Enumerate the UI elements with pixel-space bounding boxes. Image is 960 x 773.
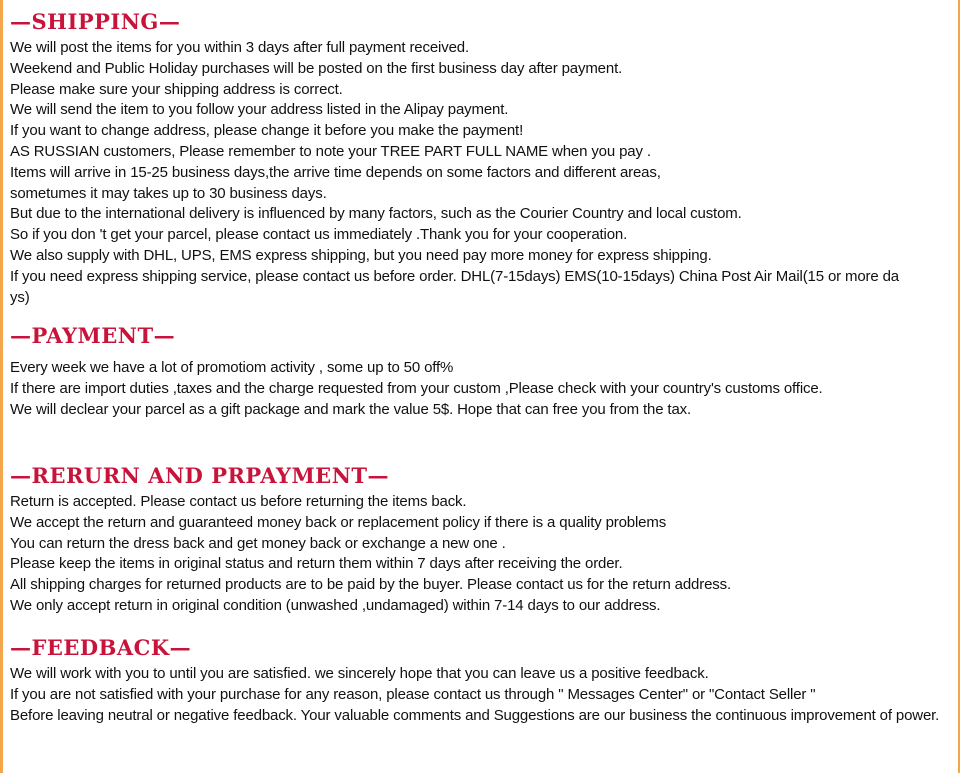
- shipping-line: If you need express shipping service, please contact us before order. DHL(7-15days) EMS(10-15days) China Post Air Mail(15 or more da: [10, 267, 899, 285]
- feedback-line: We will work with you to until you are satisfied. we sincerely hope that you can leave us a positive feedback.: [10, 665, 709, 682]
- shipping-line: ys): [10, 288, 30, 306]
- shipping-line: We will post the items for you within 3 days after full payment received.: [10, 39, 469, 56]
- shipping-line: Items will arrive in 15-25 business days,the arrive time depends on some factors and different areas,: [10, 163, 661, 181]
- feedback-heading: —FEEDBACK—: [10, 635, 192, 660]
- return-heading: —RERURN AND PRPAYMENT—: [10, 463, 390, 488]
- left-border: [0, 0, 3, 773]
- shipping-line: We also supply with DHL, UPS, EMS express shipping, but you need pay more money for express shipping.: [10, 246, 712, 264]
- payment-line: If there are import duties ,taxes and the charge requested from your custom ,Please check with your country's customs office.: [10, 379, 823, 397]
- shipping-line: AS RUSSIAN customers, Please remember to note your TREE PART FULL NAME when you pay .: [10, 142, 651, 160]
- shipping-line: If you want to change address, please change it before you make the payment!: [10, 122, 524, 140]
- feedback-line: Before leaving neutral or negative feedback. Your valuable comments and Suggestions are our business the continuous improvement of power.: [10, 706, 940, 724]
- feedback-lines: [10, 664, 946, 726]
- return-lines: [10, 492, 946, 617]
- shipping-line: Weekend and Public Holiday purchases will be posted on the first business day after payment.: [10, 59, 623, 77]
- shipping-line: So if you don 't get your parcel, please contact us immediately .Thank you for your cooperation.: [10, 226, 628, 244]
- return-section: [10, 464, 946, 617]
- return-line: We accept the return and guaranteed money back or replacement policy if there is a quality problems: [10, 513, 667, 531]
- shipping-lines: [10, 38, 946, 308]
- payment-lines: [10, 358, 946, 420]
- shipping-heading: —SHIPPING—: [10, 9, 181, 34]
- return-line: We only accept return in original condition (unwashed ,undamaged) within 7-14 days to our address.: [10, 596, 661, 614]
- feedback-line: If you are not satisfied with your purchase for any reason, please contact us through " Messages Center" or "Contact Seller ": [10, 685, 816, 703]
- shipping-line: Please make sure your shipping address is correct.: [10, 80, 343, 98]
- payment-heading: —PAYMENT—: [10, 323, 176, 348]
- return-line: Please keep the items in original status and return them within 7 days after receiving the order.: [10, 555, 623, 573]
- payment-line: Every week we have a lot of promotiom activity , some up to 50 off%: [10, 359, 454, 376]
- shipping-line: But due to the international delivery is influenced by many factors, such as the Courier Country and local custom.: [10, 205, 742, 223]
- return-line: All shipping charges for returned products are to be paid by the buyer. Please contact us for the return address.: [10, 576, 731, 594]
- return-line: Return is accepted. Please contact us before returning the items back.: [10, 493, 467, 510]
- return-line: You can return the dress back and get money back or exchange a new one .: [10, 534, 506, 552]
- feedback-section: [10, 636, 946, 726]
- payment-line: We will declear your parcel as a gift package and mark the value 5$. Hope that can free you from the tax.: [10, 400, 692, 418]
- shipping-line: We will send the item to you follow your address listed in the Alipay payment.: [10, 101, 509, 119]
- payment-section: [10, 324, 946, 420]
- shipping-line: sometumes it may takes up to 30 business days.: [10, 184, 327, 202]
- shipping-section: [10, 10, 946, 308]
